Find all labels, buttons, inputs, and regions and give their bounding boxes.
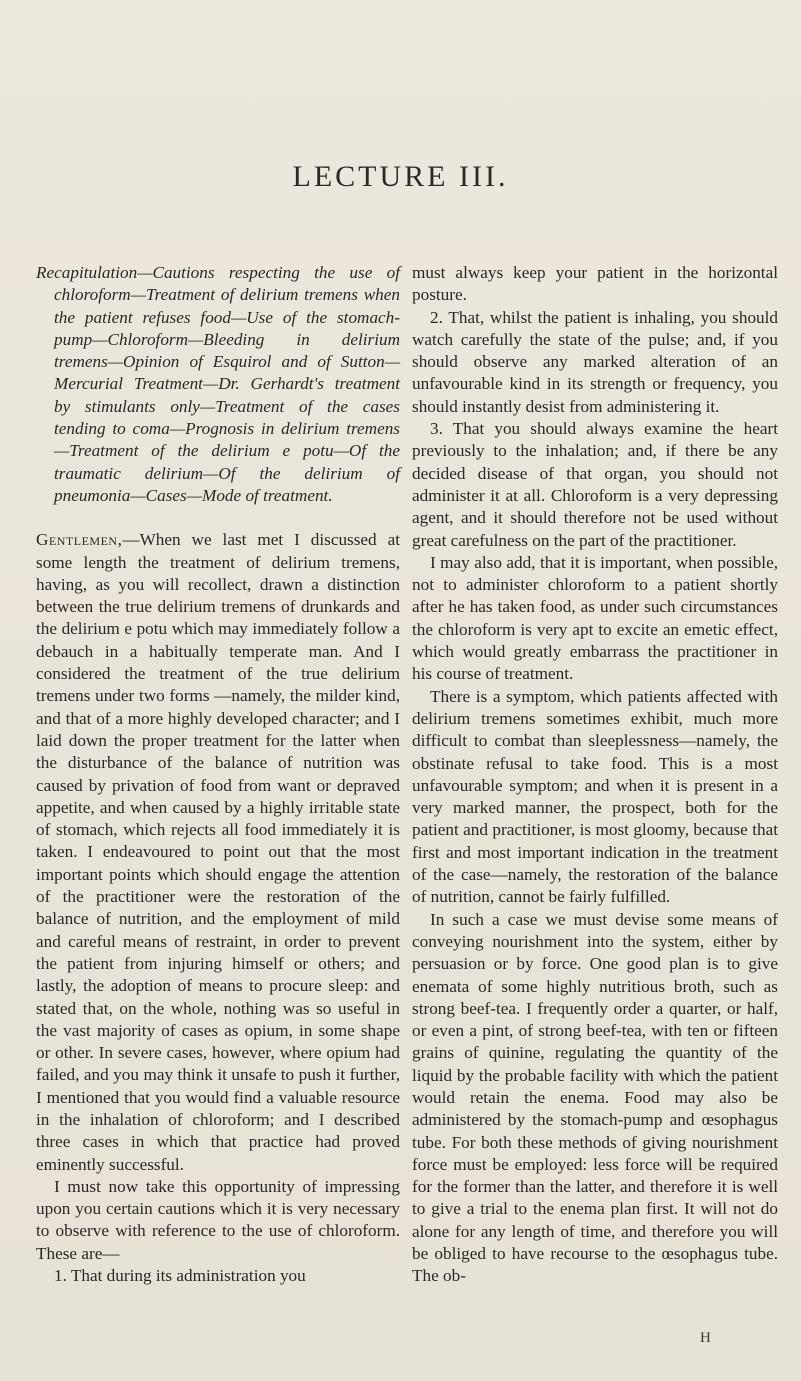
caution-2: 2. That, whilst the patient is inhaling, you should watch carefully the state of the pulse; and, if you should observe any marked alteration of an unfavourable kind in its strength or frequency, you should instantly desist from administering it. [412,307,778,416]
salutation: Gentlemen, [36,530,123,550]
chapter-summary: Recapitulation—Cautions respecting the use of chloroform—Treatment of delirium tremens when the patient refuses food—Use of the stomach-pump—Chloroform—Bleeding in delirium tremens—Opinion of Esquirol and of Sutton—Mercurial Treatment—Dr. Gerhardt's treatment by stimulants only—Treatment of the cases tending to coma—Prognosis in delirium tremens—Treatment of the delirium e potu—Of the traumatic delirium—Of the delirium of pneumonia—Cases—Mode of treatment. [36,263,400,505]
right-column [412,262,778,1288]
paragraph-nourishment: In such a case we must devise some means of conveying nourishment into the system, either by persuasion or by force. One good plan is to give enemata of some highly nutritious broth, such as strong beef-tea. I frequently order a quarter, or half, or even a pint, of strong beef-tea, with ten or fifteen grains of quinine, regulating the quantity of the liquid by the probable facility with which the patient would retain the enema. Food may also be administered by the stomach-pump and œsophagus tube. For both these methods of giving nourishment force must be employed: less force will be required for the former than the latter, and therefore it is well to give a trial to the enema plan first. It will not do alone for any length of time, and therefore you will be obliged to have recourse to the œsophagus tube. The ob- [412,909,778,1286]
signature-mark: H [700,1330,711,1346]
paragraph-3: 1. That during its administration you [54,1266,306,1286]
paragraph-continued: must always keep your patient in the horizontal posture. [412,263,778,305]
lecture-title: LECTURE III. [292,160,509,193]
paragraph-food-caution: I may also add, that it is important, when possible, not to administer chloroform to a patient shortly after he has taken food, as under such circumstances the chloroform is very apt to excite an emetic effect, which would greatly embarrass the practitioner in his course of treatment. [412,552,778,684]
paragraph-refusal-of-food: There is a symptom, which patients affected with delirium tremens sometimes exhibit, much more difficult to combat than sleeplessness—namely, the obstinate refusal to take food. This is a most unfavourable symptom; and when it is present in a very marked manner, the prospect, both for the patient and practitioner, is most gloomy, because that first and most important indication in the treatment of the case—namely, the restoration of the balance of nutrition, cannot be fairly fulfilled. [412,686,778,907]
caution-3: 3. That you should always examine the heart previously to the inhalation; and, if there be any decided disease of that organ, you should not administer it at all. Chloroform is a very depressing agent, and it should therefore not be used without great carefulness on the part of the practitioner. [412,419,778,550]
paragraph-2: I must now take this opportunity of impressing upon you certain cautions which it is very necessary to observe with reference to the use of chloroform. These are— [36,1176,400,1263]
paragraph-1 [36,529,400,1176]
paragraph-1-body: —When we last met I discussed at some length the treatment of delirium tremens, having, as you will recollect, drawn a distinction between the true delirium tremens of drunkards and the delirium e potu which may immediately follow a debauch in a habitually temperate man. And I considered the treatment of the true delirium tremens under two forms —namely, the milder kind, and that of a more highly developed character; and I laid down the proper treatment for the latter when the disturbance of the balance of nutrition was caused by privation of food from want or depraved appetite, and when caused by a highly irritable state of stomach, which rejects all food immediately it is taken. I endeavoured to point out that the most important points which should engage the attention of the practitioner were the restoration of the balance of nutrition, and the employment of mild and careful means of restraint, in order to prevent the patient from injuring himself or others; and lastly, the adoption of means to procure sleep: and stated that, on the whole, nothing was so useful in the vast majority of cases as opium, in some shape or other. In severe cases, however, where opium had failed, and you may think it unsafe to push it further, I mentioned that you would find a valuable resource in the inhalation of chloroform; and I described three cases in which that practice had proved eminently successful. [36,530,400,1174]
left-column [36,262,400,1287]
